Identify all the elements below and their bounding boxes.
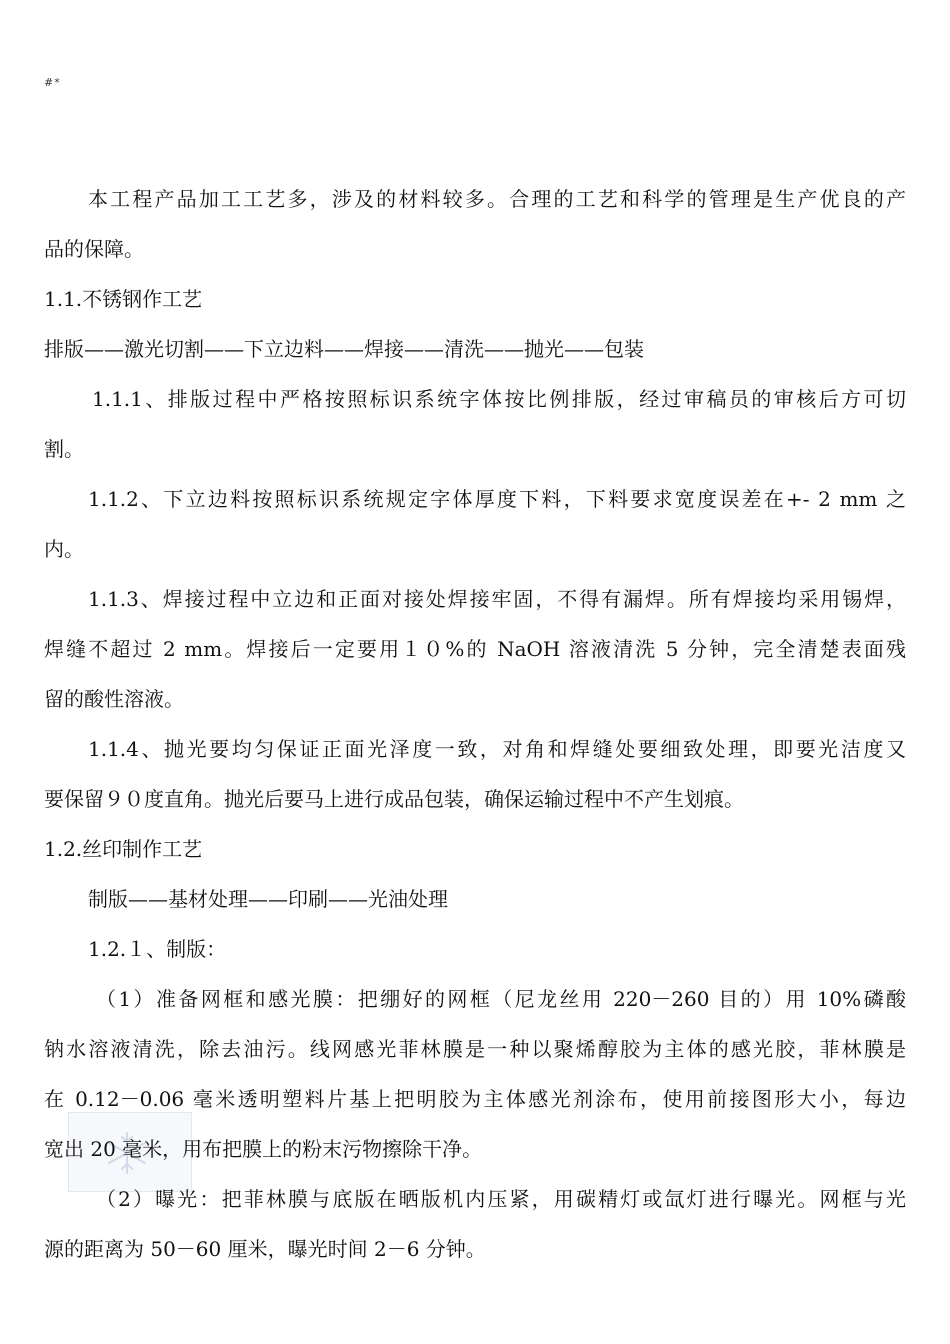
item-1-1-1-line-1: 1.1.1、排版过程中严格按照标识系统字体按比例排版，经过审稿员的审核后方可切 (92, 387, 906, 411)
item-1-1-3-line-1: 1.1.3、焊接过程中立边和正面对接处焊接牢固，不得有漏焊。所有焊接均采用锡焊， (88, 587, 906, 611)
item-1-1-2-line-1: 1.1.2、下立边料按照标识系统规定字体厚度下料，下料要求宽度误差在+- 2 mm 之 (88, 487, 906, 511)
para-2-line-1: （2）曝光：把菲林膜与底版在晒版机内压紧，用碳精灯或氙灯进行曝光。网框与光 (96, 1187, 906, 1211)
section-1-2-heading: 1.2.丝印制作工艺 (44, 837, 203, 861)
item-1-2-1-heading: 1.2.１、制版： (88, 937, 227, 961)
para-2-line-2: 源的距离为 50－60 厘米，曝光时间 2－6 分钟。 (44, 1237, 486, 1261)
item-1-1-3-line-3: 留的酸性溶液。 (44, 687, 184, 711)
item-1-1-1-line-2: 割。 (44, 437, 84, 461)
header-mark: #* (44, 76, 61, 89)
item-1-1-4-line-1: 1.1.4、抛光要均匀保证正面光泽度一致，对角和焊缝处要细致处理，即要光洁度又 (88, 737, 906, 761)
section-1-1-heading: 1.1.不锈钢作工艺 (44, 287, 203, 311)
section-1-2-flow: 制版——基材处理——印刷——光油处理 (88, 887, 448, 911)
intro-line-2: 品的保障。 (44, 237, 144, 261)
section-1-1-flow: 排版——激光切割——下立边料——焊接——清洗——抛光——包装 (44, 337, 644, 361)
para-1-line-2: 钠水溶液清洗，除去油污。线网感光菲林膜是一种以聚烯醇胶为主体的感光胶，菲林膜是 (44, 1037, 906, 1061)
para-1-line-4: 宽出 20 毫米，用布把膜上的粉末污物擦除干净。 (44, 1137, 483, 1161)
intro-line-1: 本工程产品加工工艺多，涉及的材料较多。合理的工艺和科学的管理是生产优良的产 (88, 187, 906, 211)
para-1-line-1: （1）准备网框和感光膜：把绷好的网框（尼龙丝用 220－260 目的）用 10%磷酸 (96, 987, 906, 1011)
item-1-1-4-line-2: 要保留９０度直角。抛光后要马上进行成品包装，确保运输过程中不产生划痕。 (44, 787, 744, 811)
para-1-line-3: 在 0.12－0.06 毫米透明塑料片基上把明胶为主体感光剂涂布，使用前接图形大小，每边 (44, 1087, 906, 1111)
item-1-1-2-line-2: 内。 (44, 537, 84, 561)
item-1-1-3-line-2: 焊缝不超过 2 mm。焊接后一定要用１０%的 NaOH 溶液清洗 5 分钟，完全清楚表面残 (44, 637, 906, 661)
